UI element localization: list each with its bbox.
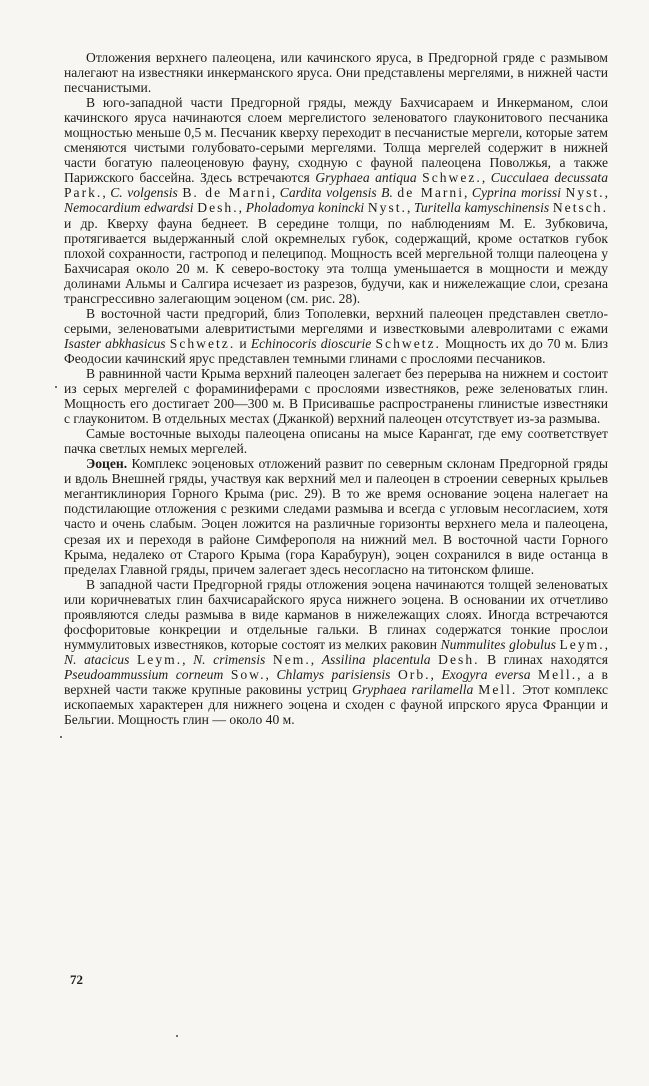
paragraph — [64, 50, 608, 95]
author-name: Schwez. — [422, 170, 482, 186]
author-name: Mell. — [538, 666, 578, 682]
taxon-name: Chlamys parisiensis — [276, 666, 391, 682]
author-name: Desh. — [197, 200, 239, 216]
author-name: Schwetz. — [169, 335, 236, 351]
text-run — [531, 667, 539, 682]
text-run: Отложения верхнего палеоцена, или качинского яруса, в Предгорной гряде с размывом налегают на известняки инкерманского яруса. Они представлены мергелями, в нижней части песчанистыми. — [64, 50, 608, 96]
taxon-name: Isaster abkhasicus — [64, 335, 166, 351]
author-name: de Marni — [397, 185, 464, 201]
text-run: , — [102, 185, 111, 201]
page-number: 72 — [70, 972, 83, 987]
print-speck — [176, 1035, 178, 1037]
text-run — [223, 667, 231, 682]
author-name: Desh. — [438, 651, 480, 667]
taxon-name: Cardita volgensis B. — [279, 185, 393, 201]
text-run: , — [238, 200, 246, 216]
text-run: и др. Кверху фауна беднеет. В середине толщи, по наблюдениям М. Е. Зубковича, протягивается выдержанный слой окремнелых губок, содержащий, кроме остатков губок плохой сохранности, гастропод и пелеципод. Мощность всей мергельной толщи палеоцена у Бахчисарая около 20 м. К северо-востоку эта толща уменьшается в мощности и между долинами Альмы и Салгира исчезает из разрезов, будучи, как и нижележащие слои, срезана трансгрессивно залегающим эоценом (см. рис. 28). — [64, 215, 608, 306]
print-speck — [55, 386, 57, 388]
author-name: Nyst. — [367, 200, 407, 216]
paragraph — [64, 306, 608, 366]
text-run: , — [604, 636, 608, 652]
taxon-name: Pholadomya konincki — [245, 200, 365, 216]
paragraph — [64, 577, 608, 727]
text-run: В глинах находятся — [479, 651, 609, 667]
text-run: , — [463, 185, 472, 201]
taxon-name: N. crimensis — [193, 651, 266, 667]
text-run — [265, 652, 273, 667]
body-text — [64, 50, 608, 727]
author-name: Orb. — [397, 666, 431, 682]
paragraph — [64, 95, 608, 306]
taxon-name: Echinocoris dioscurie — [250, 335, 372, 351]
author-name: Leym. — [559, 636, 605, 652]
author-name: Nyst. — [565, 185, 605, 201]
text-run: Комплекс эоценовых отложений развит по северным склонам Предгорной гряды и вдоль Внешней гряды, участвуя как верхний мел и палеоцен в строении северных крыльев мегантиклинория Горного Крыма (рис. 29). В то же время основание эоцена налегает на подстилающие отложения с резкими следами размыва и всегда с угловым несогласием, хотя часто и очень слабым. Эоцен ложится на различные горизонты верхнего мела и палеоцена, срезая их и переходя в районе Симферополя на нижний мел. В восточной части Горного Крыма, недалеко от Старого Крыма (гора Карабурун), эоцен сохранился в виде останца в пределах Главной гряды, причем залегает здесь несогласно на титонском флише. — [64, 456, 608, 577]
author-name: Schwetz. — [375, 335, 441, 351]
text-run: В юго-западной части Предгорной гряды, между Бахчисараем и Инкерманом, слои качинского яруса начинаются слоем мергелистого зеленоватого глауконитового песчаника мощностью меньше 0,5 м. Песчаник кверху переходит в песчанистые мергели, которые затем сменяются чистыми голубовато-серыми мергелями. Толща мергелей содержит в нижней части богатую палеоценовую фауну, сходную с фауной палеоцена Поволжья, а также Парижского бассейна. Здесь встречаются — [64, 95, 608, 186]
author-name: Sow. — [230, 666, 266, 682]
text-run: , — [481, 170, 491, 186]
taxon-name: Nemocardium edwardsi — [64, 200, 194, 216]
text-run: , — [271, 185, 280, 201]
taxon-name: Exogyra eversa — [441, 666, 531, 682]
text-run: Этот комплекс ископаемых характерен для нижнего эоцена и сходен с фауной ипрского яруса Франции и Бельгии. Мощность глин — около 40 м. — [64, 681, 608, 728]
text-run: , — [406, 200, 415, 216]
author-name: Netsch. — [552, 200, 608, 216]
taxon-name: Cyprina morissi — [471, 185, 561, 201]
text-run — [390, 667, 398, 682]
paragraph — [64, 366, 608, 426]
author-name: B. de Marni — [182, 185, 272, 201]
taxon-name: Turitella kamyschinensis — [414, 200, 550, 216]
taxon-name: N. atacicus — [64, 651, 130, 667]
paragraph — [64, 426, 608, 456]
text-run: В западной части Предгорной гряды отложения эоцена начинаются толщей зеленоватых или коричневатых глин бахчисарайского яруса нижнего эоцена. В основании их отчетливо проявляются следы размыва в виде карманов в нижележащих слоях. Иногда встречаются фосфоритовые конкреции и отдельные гальки. В глинах содержатся тонкие прослои нуммулитовых известняков, которые состоят из мелких раковин — [64, 576, 608, 652]
section-heading: Эоцен. — [86, 456, 128, 472]
text-run: Мощность их до 70 м. Близ Феодосии качинский ярус представлен темными глинами с прослоями песчаников. — [64, 335, 608, 366]
print-speck — [60, 736, 62, 738]
taxon-name: Gryphaea rarilamella — [352, 681, 474, 697]
taxon-name: Cucculaea decussata — [490, 170, 608, 186]
taxon-name: Pseudoammussium corneum — [64, 666, 224, 682]
text-run: В восточной части предгорий, близ Тополевки, верхний палеоцен представлен светло-серыми, зеленоватыми алевритистыми мергелями и известковыми алевролитами с ежами — [64, 305, 608, 336]
author-name: Mell. — [478, 681, 518, 697]
text-run: , — [430, 666, 442, 682]
taxon-name: Assilina placentula — [321, 651, 431, 667]
taxon-name: C. volgensis — [110, 185, 178, 201]
text-run: и — [235, 335, 251, 351]
text-run: , а в верхней части также крупные раковины устриц — [64, 666, 608, 697]
author-name: Leym. — [136, 651, 183, 667]
text-run: , — [604, 185, 608, 201]
author-name: Nem. — [272, 651, 311, 667]
paragraph — [64, 456, 608, 576]
taxon-name: Nummulites globulus — [440, 636, 556, 652]
author-name: Park. — [64, 185, 103, 201]
text-run: Самые восточные выходы палеоцена описаны на мысе Карангат, где ему соответствует пачка светлых немых мергелей. — [64, 426, 608, 457]
text-run: , — [182, 651, 194, 667]
text-run: В равнинной части Крыма верхний палеоцен залегает без перерыва на нижнем и состоит из серых мергелей с фораминиферами с прослоями известняков, реже зеленоватых глин. Мощность его достигает 200—300 м. В Присивашье распространены глинистые известняки с глауконитом. В отдельных местах (Джанкой) верхний палеоцен отсутствует из-за размыва. — [64, 365, 608, 427]
text-run: , — [310, 651, 322, 667]
taxon-name: Gryphaea antiqua — [315, 170, 417, 186]
text-run: , — [265, 666, 277, 682]
text-run — [129, 652, 137, 667]
